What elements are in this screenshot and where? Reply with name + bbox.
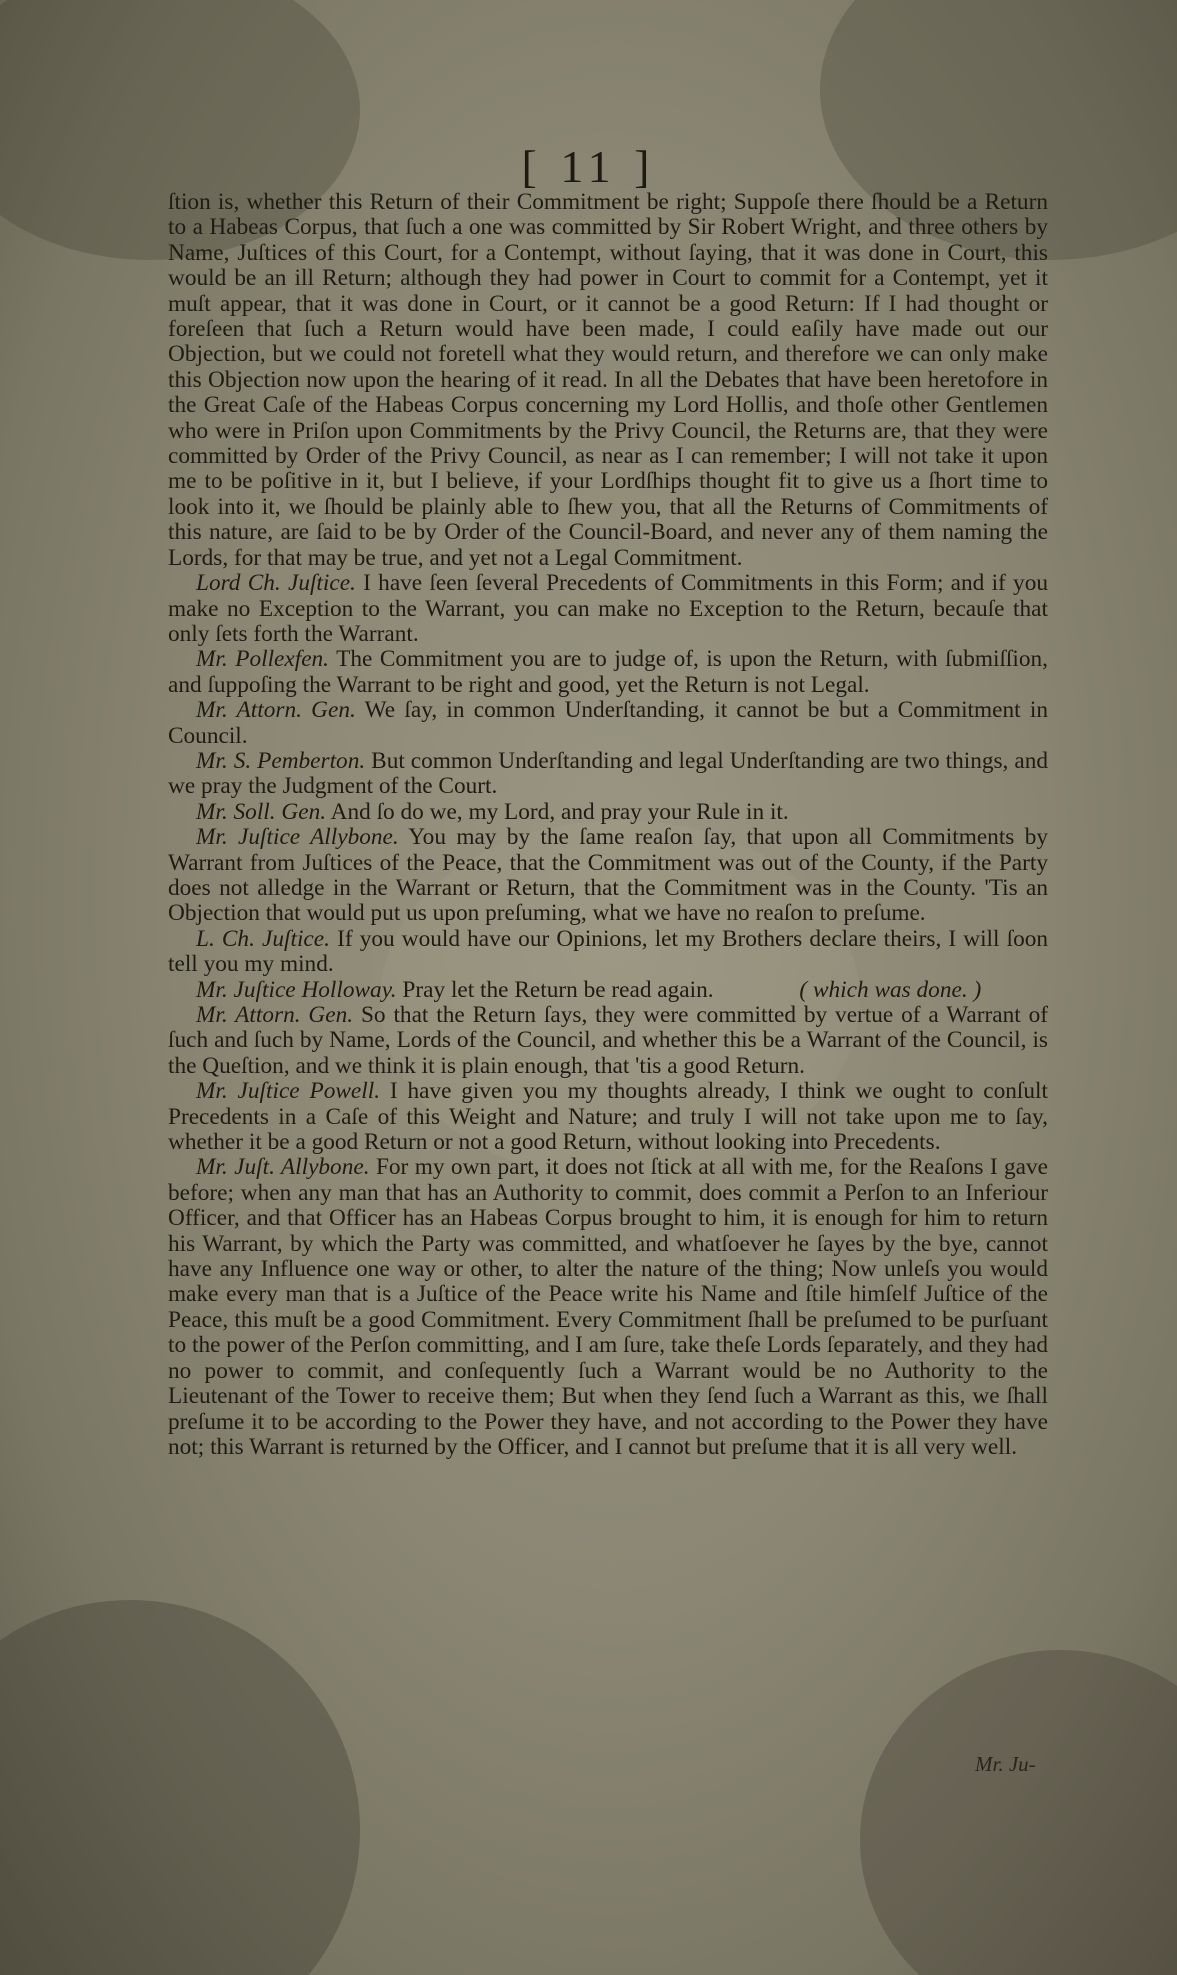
catchword: Mr. Ju- <box>975 1752 1036 1776</box>
paragraph-text: For my own part, it does not ſtick at all with me, for the Reaſons I gave before; when any man that has an Authority to commit, does commit a Perſon to an Inferiour Officer, and that Officer has an Habeas Corpus brought to him, it is enough for him to return his Warrant, by which the Party was committed, and whatſoever he ſayes by the bye, cannot have any Influence one way or other, to alter the nature of the thing; Now unleſs you would make every man that is a Juſtice of the Peace write his Name and ſtile himſelf Juſtice of the Peace, this muſt be a good Commitment. Every Commitment ſhall be preſumed to be purſuant to the power of the Perſon committing, and I am ſure, take theſe Lords ſeparately, and they had no power to commit, and conſequently ſuch a Warrant would be no Authority to the Lieutenant of the Tower to receive them; But when they ſend ſuch a Warrant as this, we ſhall preſume it to be according to the Power they have, and not according to the Power they have not; this Warrant is returned by the Officer, and I cannot but preſume that it is all very well. <box>168 1154 1049 1460</box>
paragraph-text: I have ſeen ſeveral Precedents of Commitments in this Form; and if you make no Exception to the Warrant, you can make no Exception to the Return, becauſe that only ſets forth the Warrant. <box>168 570 1048 647</box>
paragraph-text: You may by the ſame reaſon ſay, that upon all Commitments by Warrant from Juſtices of the Peace, that the Commitment was out of the County, if the Party does not alledge in the Warrant or Return, that the Commitment was in the County. 'Tis an Objection that would put us upon preſuming, what we have no reaſon to preſume. <box>168 824 1048 927</box>
paragraph-text: ſtion is, whether this Return of their Commitment be right; Suppoſe there ſhould be a Return to a Habeas Corpus, that ſuch a one was committed by Sir Robert Wright, and three others by Name, Juſtices of this Court, for a Contempt, without ſaying, that it was done in Court, this would be an ill Return; although they had power in Court to commit for a Contempt, yet it muſt appear, that it was done in Court, or it cannot be a good Return: If I had thought or foreſeen that ſuch a Return would have been made, I could eaſily have made out our Objection, but we could not foretell what they would return, and therefore we can only make this Objection now upon the hearing of it read. In all the Debates that have been heretofore in the Great Caſe of the Habeas Corpus concerning my Lord Hollis, and thoſe other Gentlemen who were in Priſon upon Commitments by the Privy Council, the Returns are, that they were committed by Order of the Privy Council, as near as I can remember; I will not take it upon me to be poſitive in it, but I believe, if your Lordſhips thought fit to give us a ſhort time to look into it, we ſhould be plainly able to ſhew you, that all the Returns of Commitments of this nature, are ſaid to be by Order of the Council-Board, and never any of them naming the Lords, for that may be true, and yet not a Legal Commitment. <box>168 189 1048 571</box>
paragraph-text: And ſo do we, my Lord, and pray your Rule in it. <box>330 798 789 825</box>
paragraph-text: I have given you my thoughts already, I think we ought to conſult Precedents in a Caſe of this Weight and Nature; and truly I will not take upon me to ſay, whether it be a good Return or not a good Return, without looking into Precedents. <box>168 1078 1048 1156</box>
paragraph <box>168 927 1048 978</box>
paragraph <box>168 698 1048 749</box>
speaker-name: Mr. Attorn. Gen. <box>196 697 356 724</box>
speaker-name: Mr. Soll. Gen. <box>196 798 327 825</box>
speaker-name: Mr. Juſt. Allybone. <box>196 1154 370 1181</box>
paragraph <box>168 571 1048 647</box>
paragraph <box>168 647 1048 698</box>
paragraph <box>168 800 1048 825</box>
paragraph-text: We ſay, in common Underſtanding, it cannot be but a Commitment in Council. <box>168 697 1048 749</box>
speaker-name: Mr. Attorn. Gen. <box>196 1002 354 1028</box>
speaker-name: Mr. Juſtice Holloway. <box>196 976 397 1003</box>
speaker-name: Lord Ch. Juſtice. <box>196 570 356 597</box>
speaker-name: Mr. Pollexfen. <box>196 646 330 673</box>
paragraph-text: Pray let the Return be read again. <box>402 976 714 1003</box>
paragraph <box>168 749 1048 800</box>
paragraph <box>168 1079 1048 1155</box>
page-number: [ 11 ] <box>521 141 656 192</box>
paragraph-text: So that the Return ſays, they were committed by vertue of a Warrant of ſuch and ſuch by Name, Lords of the Council, and whether this be a Warrant of the Council, is the Queſtion, and we think it is plain enough, that 'tis a good Return. <box>168 1002 1048 1079</box>
paragraph <box>168 1155 1048 1460</box>
speaker-name: Mr. S. Pemberton. <box>196 747 366 774</box>
paragraph <box>168 825 1048 927</box>
paragraph-text: But common Underſtanding and legal Underſtanding are two things, and we pray the Judgment of the Court. <box>168 747 1048 800</box>
paragraph <box>168 190 1048 571</box>
paragraph <box>168 1003 1048 1079</box>
paragraph-text: If you would have our Opinions, let my Brothers declare theirs, I will ſoon tell you my mind. <box>168 925 1049 978</box>
speaker-name: Mr. Juſtice Allybone. <box>196 824 399 851</box>
body-text <box>168 190 1048 1460</box>
paragraph <box>168 978 1048 1003</box>
aside-note: ( which was done. ) <box>799 976 982 1003</box>
speaker-name: L. Ch. Juſtice. <box>196 925 330 952</box>
paragraph-text: The Commitment you are to judge of, is upon the Return, with ſubmiſſion, and ſuppoſing the Warrant to be right and good, yet the Return is not Legal. <box>168 646 1048 698</box>
speaker-name: Mr. Juſtice Powell. <box>196 1078 381 1105</box>
